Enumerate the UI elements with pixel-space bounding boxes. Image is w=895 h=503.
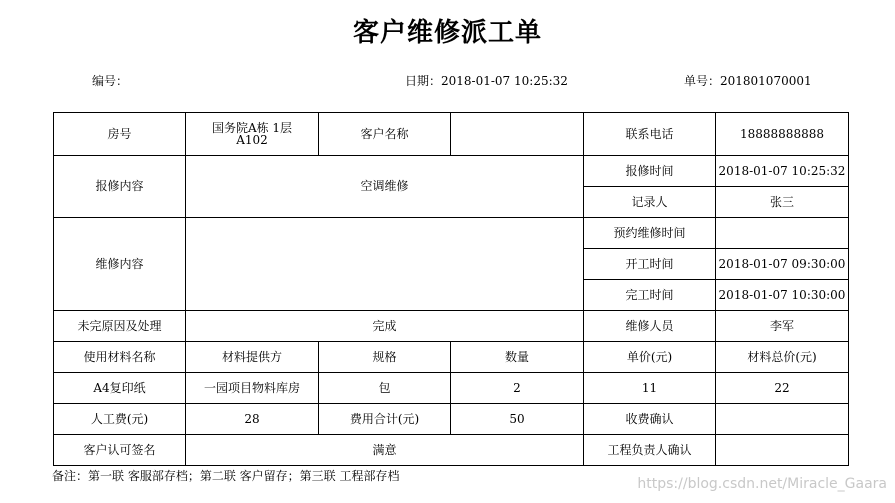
customer-name-label: 客户名称: [319, 113, 451, 156]
customer-sign-label: 客户认可签名: [54, 435, 186, 466]
materials-header: 数量: [451, 342, 584, 373]
material-cell: 一园项目物料库房: [186, 373, 319, 404]
material-cell: 11: [584, 373, 716, 404]
report-time-label: 报修时间: [584, 156, 716, 187]
recorder-label: 记录人: [584, 187, 716, 218]
room-value: 国务院A栋 1层 A102: [186, 113, 319, 156]
table-row: [54, 113, 849, 156]
labor-label: 人工费(元): [54, 404, 186, 435]
table-row: [54, 342, 849, 373]
total-value: 50: [451, 404, 584, 435]
form-number: 编号：: [92, 74, 129, 88]
form-date: 日期：2018-01-07 10:25:32: [405, 74, 568, 88]
material-cell: 22: [716, 373, 849, 404]
material-cell: 2: [451, 373, 584, 404]
phone-value: 18888888888: [716, 113, 849, 156]
report-content-label: 报修内容: [54, 156, 186, 218]
appointment-value: [716, 218, 849, 249]
recorder-value: 张三: [716, 187, 849, 218]
work-order-table: [53, 112, 849, 466]
repair-content-label: 维修内容: [54, 218, 186, 311]
repairer-label: 维修人员: [584, 311, 716, 342]
materials-header: 使用材料名称: [54, 342, 186, 373]
materials-header: 单价(元): [584, 342, 716, 373]
table-row: [54, 218, 849, 249]
unfinished-label: 未完原因及处理: [54, 311, 186, 342]
customer-name-value: [451, 113, 584, 156]
materials-header: 材料提供方: [186, 342, 319, 373]
table-row: [54, 404, 849, 435]
engineer-confirm-value: [716, 435, 849, 466]
repair-content-value: [186, 218, 584, 311]
labor-value: 28: [186, 404, 319, 435]
page-title: 客户维修派工单: [352, 18, 542, 48]
table-row: [54, 435, 849, 466]
start-time-value: 2018-01-07 09:30:00: [716, 249, 849, 280]
material-cell: 包: [319, 373, 451, 404]
phone-label: 联系电话: [584, 113, 716, 156]
table-row: [54, 373, 849, 404]
table-row: [54, 311, 849, 342]
room-label: 房号: [54, 113, 186, 156]
table-row: [54, 156, 849, 187]
materials-header: 规格: [319, 342, 451, 373]
finish-time-label: 完工时间: [584, 280, 716, 311]
total-label: 费用合计(元): [319, 404, 451, 435]
engineer-confirm-label: 工程负责人确认: [584, 435, 716, 466]
charge-confirm-label: 收费确认: [584, 404, 716, 435]
start-time-label: 开工时间: [584, 249, 716, 280]
report-time-value: 2018-01-07 10:25:32: [716, 156, 849, 187]
footer-note: 备注：第一联 客服部存档；第二联 客户留存；第三联 工程部存档: [52, 469, 400, 483]
appointment-label: 预约维修时间: [584, 218, 716, 249]
unfinished-value: 完成: [186, 311, 584, 342]
finish-time-value: 2018-01-07 10:30:00: [716, 280, 849, 311]
charge-confirm-value: [716, 404, 849, 435]
customer-sign-value: 满意: [186, 435, 584, 466]
order-number: 单号：201801070001: [684, 74, 812, 88]
material-cell: A4复印纸: [54, 373, 186, 404]
materials-header: 材料总价(元): [716, 342, 849, 373]
watermark: https://blog.csdn.net/Miracle_Gaara: [637, 476, 887, 492]
report-content-value: 空调维修: [186, 156, 584, 218]
repairer-value: 李军: [716, 311, 849, 342]
